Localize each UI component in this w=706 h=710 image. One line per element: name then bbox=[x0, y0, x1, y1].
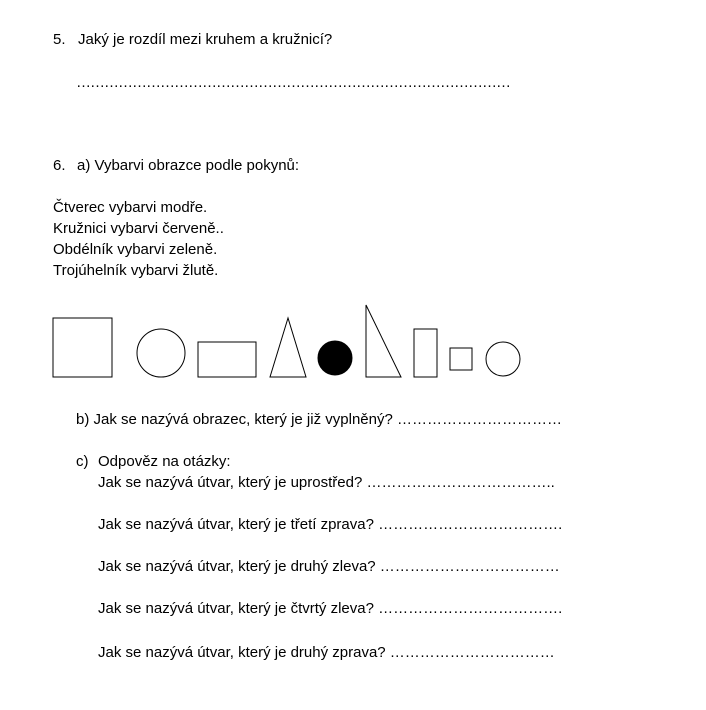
shape-square bbox=[53, 318, 112, 377]
q6-instruction-square: Čtverec vybarvi modře. bbox=[53, 199, 208, 216]
shape-rectangle-tall bbox=[414, 329, 437, 377]
shape-circle-small bbox=[486, 342, 520, 376]
q6-part-a: a) Vybarvi obrazce podle pokynů: bbox=[77, 157, 300, 174]
q5-number: 5. bbox=[53, 31, 66, 48]
q6-part-b: b) Jak se nazývá obrazec, který je již vyplněný? …………………………… bbox=[76, 411, 562, 428]
q6-number: 6. bbox=[53, 157, 66, 174]
shape-triangle-tall bbox=[366, 305, 401, 377]
shape-square-small bbox=[450, 348, 472, 370]
q6-question-second-left: Jak se nazývá útvar, který je druhý zleva? ……………………………… bbox=[98, 558, 560, 575]
shape-triangle bbox=[270, 318, 306, 377]
q6-question-third-right: Jak se nazývá útvar, který je třetí zprava? ………………………………. bbox=[98, 516, 563, 533]
q6-instruction-rectangle: Obdélník vybarvi zeleně. bbox=[53, 241, 218, 258]
q5-answer-line: ………………………………………………………………………………… bbox=[76, 74, 510, 91]
q6-question-middle: Jak se nazývá útvar, který je uprostřed? ……………………………….. bbox=[98, 474, 555, 491]
shape-rectangle bbox=[198, 342, 256, 377]
shape-circle bbox=[137, 329, 185, 377]
shape-circle-filled bbox=[318, 341, 352, 375]
q6-question-fourth-left: Jak se nazývá útvar, který je čtvrtý zleva? ………………………………. bbox=[98, 600, 563, 617]
q5-text: Jaký je rozdíl mezi kruhem a kružnicí? bbox=[78, 31, 333, 48]
q6-part-c-title: Odpověz na otázky: bbox=[98, 453, 231, 470]
q6-instruction-circle: Kružnici vybarvi červeně.. bbox=[53, 220, 224, 237]
q6-question-second-right: Jak se nazývá útvar, který je druhý zprava? …………………………… bbox=[98, 644, 555, 661]
q6-part-c-label: c) bbox=[76, 453, 89, 470]
q6-instruction-triangle: Trojúhelník vybarvi žlutě. bbox=[53, 262, 219, 279]
